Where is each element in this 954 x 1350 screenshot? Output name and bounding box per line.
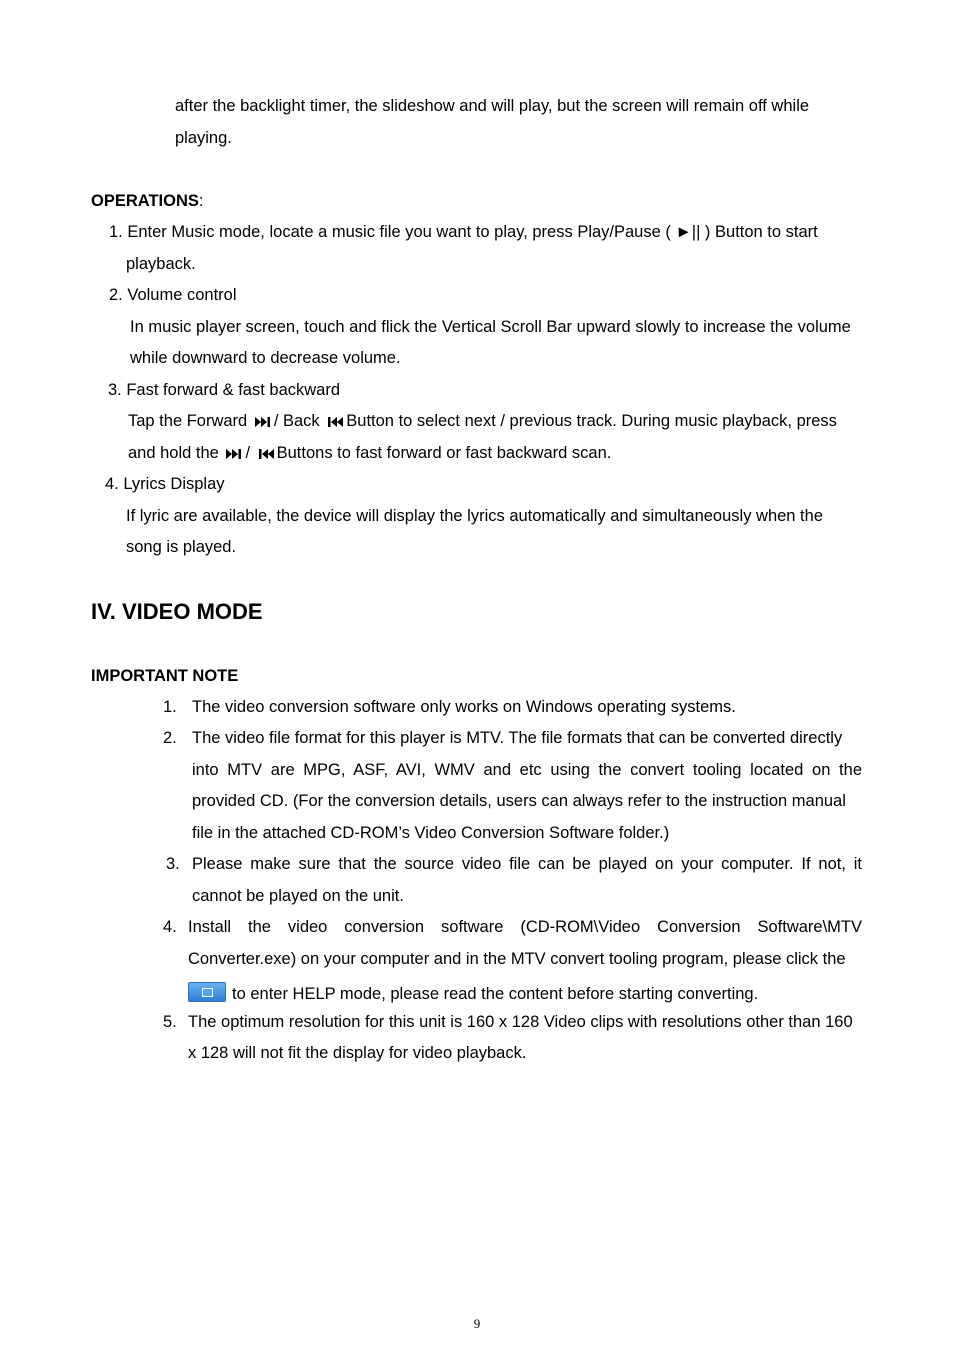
note-2-number: 2. <box>163 729 177 747</box>
page-number: 9 <box>473 1316 481 1331</box>
note-4-line-2: Converter.exe) on your computer and in the MTV convert tooling program, please click the <box>188 950 846 968</box>
note-3-number: 3. <box>166 855 180 873</box>
note-2-line-4: file in the attached CD-ROM’s Video Conversion Software folder.) <box>192 824 670 842</box>
operations-item-3-text-d: and hold the <box>128 444 219 462</box>
note-1-number: 1. <box>163 698 177 716</box>
note-4-line-3 <box>188 982 758 1004</box>
operations-item-2-line-2: while downward to decrease volume. <box>130 349 401 367</box>
operations-item-3-text-e: / <box>245 444 251 462</box>
operations-item-2-title: 2. Volume control <box>109 286 237 304</box>
previous-track-icon <box>258 445 274 465</box>
operations-heading <box>91 191 203 211</box>
operations-item-4-line-2: song is played. <box>126 538 237 556</box>
operations-item-1-line-2: playback. <box>126 255 196 273</box>
operations-item-3-title: 3. Fast forward & fast backward <box>108 381 341 399</box>
note-5-number: 5. <box>163 1013 177 1031</box>
note-1-line-1: The video conversion software only works on Windows operating systems. <box>192 698 736 716</box>
operations-item-3-text-c: Button to select next / previous track. During music playback, press <box>346 412 837 430</box>
operations-item-4-title: 4. Lyrics Display <box>105 475 225 493</box>
note-4-line-3-text: to enter HELP mode, please read the content before starting converting. <box>232 985 759 1003</box>
important-note-heading: IMPORTANT NOTE <box>91 667 239 685</box>
operations-item-3-line-1 <box>128 411 837 433</box>
note-3-line-1: Please make sure that the source video file can be played on your computer. If not, it <box>192 855 862 873</box>
operations-item-3-text-f: Buttons to fast forward or fast backward scan. <box>276 444 612 462</box>
operations-heading-colon: : <box>198 192 204 210</box>
note-5-line-2: x 128 will not fit the display for video playback. <box>188 1044 527 1062</box>
operations-item-3-text-b: / Back <box>273 412 320 430</box>
operations-item-3-text-a: Tap the Forward <box>128 412 248 430</box>
operations-heading-text: OPERATIONS <box>91 192 199 210</box>
operations-item-2-line-1: In music player screen, touch and flick the Vertical Scroll Bar upward slowly to increase the volume <box>130 318 851 336</box>
intro-line-2: playing. <box>175 129 232 147</box>
note-3-line-2: cannot be played on the unit. <box>192 887 404 905</box>
operations-item-4-line-1: If lyric are available, the device will display the lyrics automatically and simultaneously when the <box>126 507 823 525</box>
note-4-line-1: Install the video conversion software (CD-ROM\Video Conversion Software\MTV <box>188 918 862 936</box>
operations-item-3-line-2 <box>128 443 611 465</box>
next-track-icon <box>255 413 271 433</box>
note-5-line-1: The optimum resolution for this unit is 160 x 128 Video clips with resolutions other than 160 <box>188 1013 853 1031</box>
intro-line-1: after the backlight timer, the slideshow and will play, but the screen will remain off while <box>175 97 810 115</box>
note-2-line-3: provided CD. (For the conversion details, users can always refer to the instruction manual <box>192 792 846 810</box>
operations-item-1-line-1: 1. Enter Music mode, locate a music file you want to play, press Play/Pause ( ►|| ) Button to start <box>109 223 818 241</box>
note-2-line-2: into MTV are MPG, ASF, AVI, WMV and etc using the convert tooling located on the <box>192 761 862 779</box>
previous-track-icon <box>327 413 343 433</box>
note-2-line-1: The video file format for this player is MTV. The file formats that can be converted directly <box>192 729 843 747</box>
section-heading: IV. VIDEO MODE <box>91 599 263 624</box>
note-4-number: 4. <box>163 918 177 936</box>
next-track-icon <box>226 445 242 465</box>
help-button-icon <box>188 982 226 1002</box>
